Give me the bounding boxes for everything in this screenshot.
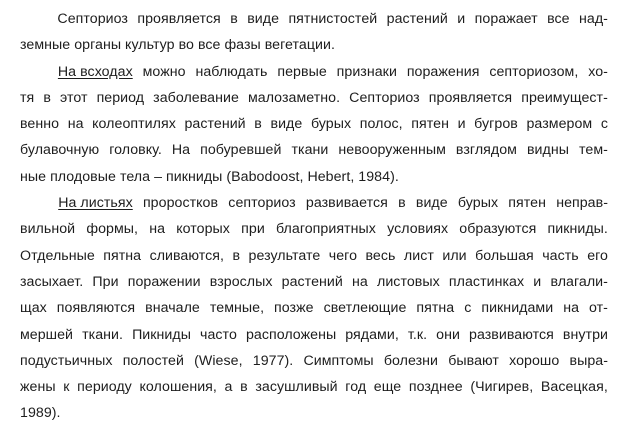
word: этот: [59, 89, 88, 106]
word: которых: [176, 221, 230, 238]
word: При: [92, 273, 119, 290]
word: позже: [274, 300, 314, 317]
word: поражает: [474, 11, 538, 27]
word: поражения: [406, 63, 480, 80]
word: в: [43, 89, 51, 106]
word: признаки: [336, 63, 397, 80]
word: влагали-: [550, 273, 608, 290]
word: расположены: [245, 326, 337, 343]
word: ткани: [291, 142, 329, 159]
word: выра-: [569, 352, 608, 369]
text-line: [20, 59, 608, 85]
word: Симптомы: [303, 352, 374, 369]
word: пятен: [411, 116, 449, 133]
word: благоприятных: [276, 221, 376, 238]
word: в: [232, 247, 241, 264]
word: т.к.: [407, 326, 428, 343]
word: появляются: [56, 300, 136, 317]
word: вначале: [145, 300, 200, 317]
word: развивается: [305, 195, 388, 212]
text-line: [20, 137, 608, 163]
text-line: [20, 6, 608, 32]
word: 1977).: [252, 352, 294, 369]
word: в: [398, 195, 406, 212]
text-line: [20, 243, 608, 269]
word: к: [63, 379, 70, 396]
word: первые: [277, 63, 327, 80]
word: взглядом: [455, 142, 517, 159]
word: бурых: [310, 116, 352, 133]
word: а: [224, 379, 233, 396]
word: Отдельные: [20, 247, 95, 264]
word: чего: [328, 247, 358, 264]
word: На: [171, 142, 191, 159]
word: внутри: [562, 326, 608, 343]
word: проявляется: [137, 11, 221, 27]
word: колошения,: [139, 379, 217, 396]
word: все: [547, 11, 570, 27]
word: заболевание: [153, 89, 239, 106]
word: на: [563, 300, 580, 317]
word: хо-: [588, 63, 608, 80]
word: неправ-: [556, 195, 608, 212]
word: наблюдать: [195, 63, 268, 80]
text-line: [20, 269, 608, 295]
word: при: [241, 221, 265, 238]
word: малозаметно.: [247, 89, 341, 106]
word: головку.: [109, 142, 162, 159]
word: в: [240, 379, 248, 396]
word: светлеющие: [323, 300, 407, 317]
word: в: [230, 11, 238, 27]
word: (Чигирев,: [470, 379, 534, 396]
text-line: ные плодовые тела – пикниды (Babodoost, Hebert, 1984).: [20, 168, 399, 185]
text-line: [20, 111, 608, 137]
word: виде: [415, 195, 448, 212]
word: полостей: [122, 352, 184, 369]
word: развиваются: [469, 326, 554, 343]
word: мершей: [20, 326, 74, 343]
word: Пикниды: [132, 326, 191, 343]
word: над-: [579, 11, 608, 27]
word: засушливый: [255, 379, 338, 396]
emphasis-underlined: На листьях: [58, 195, 133, 212]
word: на: [67, 116, 84, 133]
word: лист: [403, 247, 434, 264]
document-body: [20, 6, 608, 427]
text-line: [20, 322, 608, 348]
word: пятна: [416, 300, 455, 317]
word: можно: [142, 63, 186, 80]
text-line: [20, 348, 608, 374]
text-line: [20, 190, 608, 216]
text-line: [20, 216, 608, 242]
word: растений: [386, 11, 448, 27]
word: болезни: [383, 352, 439, 369]
text-line: [20, 85, 608, 111]
word: (Wiese,: [194, 352, 243, 369]
word: формы,: [86, 221, 138, 238]
word: весь: [365, 247, 396, 264]
word: септориоз: [228, 195, 296, 212]
word: его: [587, 247, 608, 264]
word: Септориоз: [349, 89, 420, 106]
word: поражении: [127, 273, 201, 290]
word: Септориоз: [57, 11, 128, 27]
word: пятнистостей: [288, 11, 378, 27]
word: проявляется: [428, 89, 513, 106]
word: пикнидами: [481, 300, 554, 317]
word: Васецкая,: [540, 379, 608, 396]
word: невооруженным: [338, 142, 446, 159]
word: растений: [184, 116, 246, 133]
word: жены: [20, 379, 56, 396]
word: темные,: [209, 300, 265, 317]
word: засыхает.: [20, 273, 84, 290]
word: год: [345, 379, 367, 396]
word: размером: [526, 116, 593, 133]
paragraph-indent: [20, 6, 48, 32]
word: пикниды.: [547, 221, 608, 238]
paragraph-2: [20, 59, 608, 190]
word: и: [457, 11, 466, 27]
word: ткани.: [82, 326, 124, 343]
word: с: [600, 116, 608, 133]
word: сливаются,: [149, 247, 225, 264]
word: пятен: [508, 195, 546, 212]
word: бывают: [448, 352, 499, 369]
word: часть: [542, 247, 579, 264]
word: булавочную: [20, 142, 100, 159]
word: растений: [281, 273, 343, 290]
text-line: земные органы культур во все фазы вегетации.: [20, 37, 335, 54]
word: виде: [247, 11, 280, 27]
word: взрослых: [209, 273, 273, 290]
word: септориозом,: [489, 63, 579, 80]
word: большая: [475, 247, 534, 264]
word: полос,: [359, 116, 403, 133]
word: они: [436, 326, 460, 343]
text-line: [20, 295, 608, 321]
word: видны: [526, 142, 569, 159]
word: условиях: [387, 221, 449, 238]
word: образуются: [459, 221, 537, 238]
emphasis-underlined: На всходах: [57, 63, 133, 80]
word: в: [254, 116, 262, 133]
paragraph-1: [20, 6, 608, 59]
word: листовых: [377, 273, 440, 290]
word: период: [96, 89, 145, 106]
word: позднее: [408, 379, 463, 396]
word: и: [533, 273, 542, 290]
word: результате: [248, 247, 321, 264]
word: проростков: [142, 195, 219, 212]
word: виде: [270, 116, 303, 133]
word: рядами,: [345, 326, 399, 343]
word: щах: [20, 300, 47, 317]
word: подустьичных: [20, 352, 113, 369]
word: вильной: [20, 221, 76, 238]
word: часто: [200, 326, 237, 343]
paragraph-indent: [20, 59, 48, 85]
word: преимущест-: [521, 89, 608, 106]
word: бурых: [457, 195, 499, 212]
word: побуревшей: [200, 142, 282, 159]
word: от-: [588, 300, 608, 317]
word: пятна: [103, 247, 142, 264]
word: тя: [20, 89, 35, 106]
word: еще: [373, 379, 402, 396]
word: тем-: [578, 142, 608, 159]
word: колеоптилях: [92, 116, 176, 133]
text-line: [20, 374, 608, 400]
word: на: [352, 273, 368, 290]
word: или: [442, 247, 467, 264]
paragraph-3: [20, 190, 608, 427]
word: с: [464, 300, 472, 317]
word: периоду: [77, 379, 132, 396]
word: пластинках: [448, 273, 525, 290]
word: хорошо: [509, 352, 560, 369]
word: венно: [20, 116, 60, 133]
word: на: [149, 221, 166, 238]
paragraph-indent: [20, 190, 48, 216]
word: и: [457, 116, 466, 133]
text-line: 1989).: [20, 405, 61, 422]
word: бугров: [474, 116, 518, 133]
